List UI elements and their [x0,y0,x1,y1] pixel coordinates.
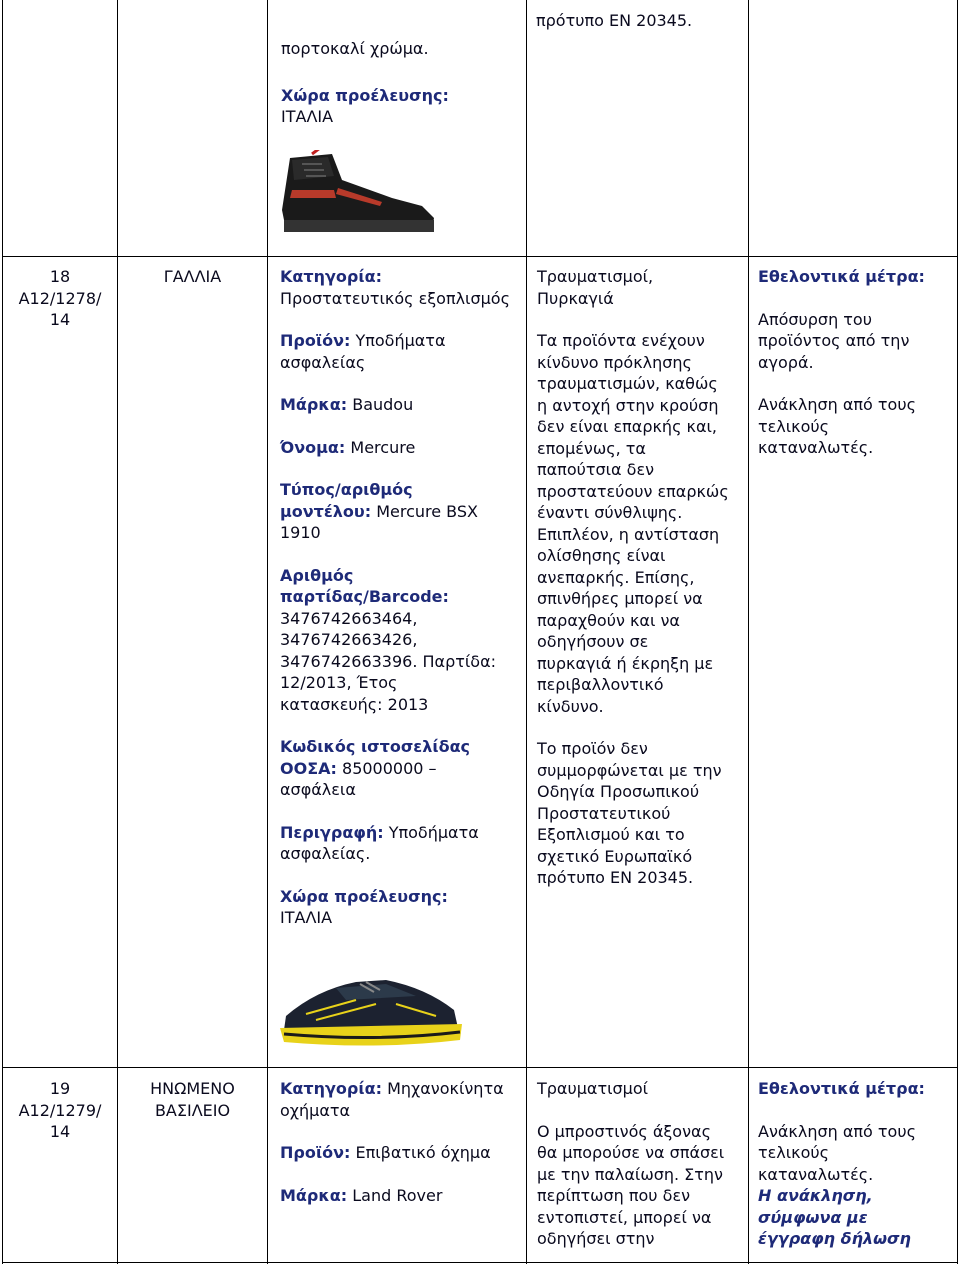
row18-risk-line: πυρκαγιά ή έκρηξη με [537,653,714,673]
row18-oecd-value-1: 85000000 – [342,758,437,778]
row18-batch-value-2: 3476742663426, [280,630,418,649]
row18-compliance-line: πρότυπο EN 20345. [537,868,694,887]
row18-risk-line: δεν είναι επαρκής και, [537,417,718,436]
top-color-text: πορτοκαλί χρώμα. [281,39,429,58]
row18-compliance-line: Εξοπλισμού και το [537,825,685,844]
row18-batch-value-5: κατασκευής: 2013 [280,694,429,714]
row18-compliance-line: Οδηγία Προσωπικού [537,782,700,801]
table-border-col2 [267,0,268,1264]
row19-measures-line: Ανάκληση από τους [758,1121,916,1141]
row18-risk-title-1: Τραυματισμοί, [537,267,654,286]
row18-product-cell [280,266,520,929]
row18-measures-line: αγορά. [758,352,814,372]
row18-measures-label: Εθελοντικά μέτρα: [758,267,925,286]
row18-batch-label-1: Αριθμός [280,565,354,585]
row18-model-value-1: Mercure BSX [376,501,478,521]
row19-risk-line: οδηγήσει στην [537,1229,655,1248]
top-product-text [281,38,449,128]
row18-origin-value: ΙΤΑΛΙΑ [280,908,333,927]
table-border-bottom [2,1262,958,1263]
row18-model-value-2: 1910 [280,523,321,542]
row18-code-a: A12/1278/ [18,288,102,308]
row18-model-label-2: μοντέλου: [280,501,372,521]
row19-risk-line: με την παλαίωση. Στην [537,1164,723,1184]
row19-product-label: Προϊόν: [280,1143,351,1162]
row19-country-cell [118,1078,267,1121]
row19-category-label: Κατηγορία: [280,1079,382,1098]
row18-batch-value-1: 3476742663464, [280,608,418,628]
row18-oecd-value-2: ασφάλεια [280,780,356,799]
top-standard-text: πρότυπο EN 20345. [536,11,693,30]
row19-category-value-1: Μηχανοκίνητα [387,1079,504,1098]
row19-risk-line: εντοπιστεί, μπορεί να [537,1207,712,1227]
row18-compliance-line: Το προϊόν δεν [537,739,648,758]
row18-product-label: Προϊόν: [280,331,351,350]
black-safety-boot-image [272,150,442,240]
row19-measures-label: Εθελοντικά μέτρα: [758,1079,925,1098]
row19-risk-line: περίπτωση που δεν [537,1186,691,1205]
row18-risk-line: προστατεύουν επαρκώς [537,481,729,501]
row18-brand-value: Baudou [352,395,414,414]
row18-risk-line: σπινθήρες μπορεί να [537,589,703,608]
row18-compliance-line: Προστατευτικού [537,803,671,823]
row18-risk-title-2: Πυρκαγιά [537,288,614,308]
row18-risk-line: ολίσθησης είναι [537,546,666,565]
row19-country-1: ΗΝΩΜΕΝΟ [150,1079,235,1098]
row18-code-b: 14 [49,310,71,329]
row18-origin-label: Χώρα προέλευσης: [280,886,448,906]
row18-number: 18 [49,267,71,286]
row18-desc-value-2: ασφαλείας. [280,844,371,863]
row18-desc-label: Περιγραφή: [280,822,384,842]
black-yellow-safety-sneaker-image [276,970,466,1052]
row18-model-label-1: Τύπος/αριθμός [280,480,413,499]
row18-measures-line: τελικούς [758,416,830,436]
row19-number: 19 [49,1079,71,1098]
row18-desc-value-1: Υποδήματα [388,822,479,842]
row19-brand-label: Μάρκα: [280,1185,348,1205]
row18-name-label: Όνομα: [280,437,346,457]
row19-product-cell [280,1078,520,1206]
row18-risk-line: επομένως, τα [537,438,646,458]
top-compliance-text [536,10,692,32]
row19-note-line: έγγραφη δήλωση [758,1229,911,1248]
row18-measures-line: καταναλωτές. [758,438,874,457]
row18-batch-label-2: παρτίδας/Barcode: [280,587,449,606]
row19-risk-cell [537,1078,747,1250]
row18-product-value-2: ασφαλείας [280,352,366,372]
row18-product-value-1: Υποδήματα [355,331,446,350]
row18-category-value: Προστατευτικός εξοπλισμός [280,288,510,308]
row18-category-label: Κατηγορία: [280,267,382,286]
row18-risk-line: παπούτσια δεν [537,460,655,479]
row19-number-cell [3,1078,117,1143]
table-border-col4 [748,0,749,1264]
row18-country: ΓΑΛΛΙΑ [163,267,222,286]
row18-compliance-line: συμμορφώνεται με την [537,760,722,780]
table-border-right [957,0,958,1264]
row19-note-line: Η ανάκληση, [758,1186,873,1205]
row18-risk-line: κίνδυνο πρόκλησης [537,352,692,372]
row18-oecd-label-2: ΟΟΣΑ: [280,758,337,778]
row18-risk-line: έναντι σύνθλιψης. [537,503,683,522]
row18-measures-line: Απόσυρση του [758,309,872,329]
row19-code-a: A12/1279/ [18,1100,102,1120]
row19-measures-line: καταναλωτές. [758,1164,874,1184]
table-border-left [2,0,3,1264]
row18-risk-line: η αντοχή στην κρούση [537,395,719,415]
row18-risk-line: ανεπαρκής. Επίσης, [537,567,695,587]
row19-product-value: Επιβατικό όχημα [355,1143,491,1162]
row18-country-cell [118,266,267,288]
top-origin-label: Χώρα προέλευσης: [281,85,449,105]
row18-name-value: Mercure [350,437,416,457]
row19-measures-line: τελικούς [758,1143,830,1162]
row18-measures-line: Ανάκληση από τους [758,395,916,414]
row18-risk-line: Τα προϊόντα ενέχουν [537,331,705,350]
table-border-col1 [117,0,118,1264]
top-origin-value: ΙΤΑΛΙΑ [281,107,334,126]
row19-code-b: 14 [49,1122,71,1141]
row19-risk-line: θα μπορούσε να σπάσει [537,1143,725,1162]
table-border-col3 [526,0,527,1264]
row18-compliance-line: σχετικό Ευρωπαϊκό [537,846,693,866]
row18-risk-line: τραυματισμών, καθώς [537,374,718,393]
row19-risk-line: Ο μπροστινός άξονας [537,1121,711,1141]
row18-risk-line: περιβαλλοντικό [537,675,664,694]
row18-number-cell [3,266,117,331]
row19-risk-title: Τραυματισμοί [537,1079,649,1098]
row18-measures-cell [758,266,954,459]
row19-country-2: ΒΑΣΙΛΕΙΟ [154,1100,231,1120]
row19-brand-value: Land Rover [352,1185,443,1205]
row18-batch-value-3: 3476742663396. Παρτίδα: [280,651,497,671]
row18-measures-line: προϊόντος από την [758,331,910,350]
row18-risk-line: κίνδυνο. [537,696,604,716]
row18-risk-line: παραχθούν και να [537,610,680,630]
row18-brand-label: Μάρκα: [280,395,348,414]
row18-oecd-label-1: Κωδικός ιστοσελίδας [280,737,471,756]
row19-category-value-2: οχήματα [280,1100,351,1120]
row18-risk-line: οδηγήσουν σε [537,632,649,651]
row-border-18 [2,256,958,257]
row19-measures-cell [758,1078,954,1250]
row18-batch-value-4: 12/2013, Έτος [280,673,398,692]
row-border-19 [2,1067,958,1068]
row18-risk-line: Επιπλέον, η αντίσταση [537,524,720,544]
row19-note-line: σύμφωνα με [758,1207,868,1227]
row18-risk-cell [537,266,747,889]
